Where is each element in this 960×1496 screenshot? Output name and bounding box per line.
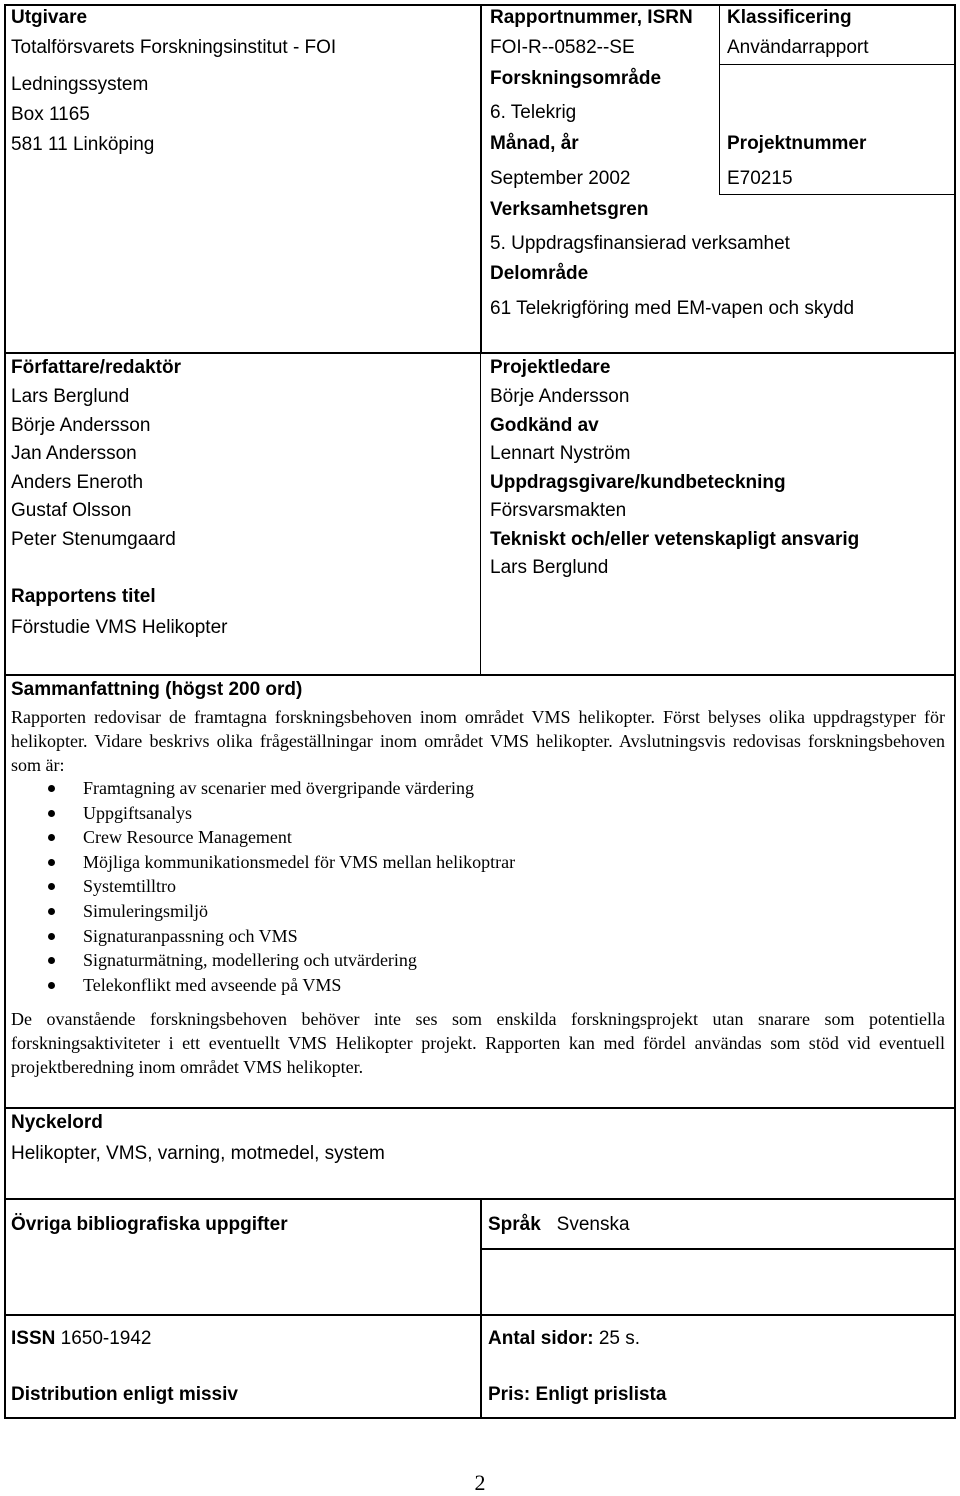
bullet-icon [48, 957, 55, 964]
report-title-value: Förstudie VMS Helikopter [11, 617, 228, 638]
classification-label: Klassificering [727, 7, 852, 28]
business-branch-label: Verksamhetsgren [490, 199, 649, 220]
author-name: Gustaf Olsson [11, 500, 132, 521]
technical-responsible-value: Lars Berglund [490, 557, 609, 578]
bullet-icon [48, 933, 55, 940]
bullet-icon [48, 810, 55, 817]
business-branch-value: 5. Uppdragsfinansierad verksamhet [490, 233, 790, 254]
border-v-biblio-mid [480, 1198, 482, 1419]
publisher-line: Ledningssystem [11, 74, 149, 95]
research-area-value: 6. Telekrig [490, 102, 577, 123]
bullet-icon [48, 834, 55, 841]
project-leader-label: Projektledare [490, 357, 611, 378]
keywords-label: Nyckelord [11, 1112, 103, 1133]
author-name: Jan Andersson [11, 443, 137, 464]
author-name: Anders Eneroth [11, 472, 144, 493]
list-item: Uppgiftsanalys [11, 801, 515, 826]
client-value: Försvarsmakten [490, 500, 627, 521]
price-label: Pris: Enligt prislista [488, 1384, 667, 1405]
report-title-label: Rapportens titel [11, 586, 156, 607]
border-v-authors-mid [480, 352, 481, 674]
issn-value: 1650-1942 [60, 1328, 152, 1349]
list-item: Crew Resource Management [11, 825, 515, 850]
pages-field [488, 1328, 640, 1350]
publisher-line: 581 11 Linköping [11, 134, 155, 155]
border-v-top-right [719, 4, 720, 195]
distribution-label: Distribution enligt missiv [11, 1384, 238, 1405]
list-item: Telekonflikt med avseende på VMS [11, 973, 515, 998]
border-v-top-mid [480, 4, 482, 354]
language-value: Svenska [556, 1214, 630, 1235]
research-area-label: Forskningsområde [490, 68, 662, 89]
approved-by-value: Lennart Nyström [490, 443, 631, 464]
bullet-icon [48, 908, 55, 915]
bullet-icon [48, 883, 55, 890]
project-number-label: Projektnummer [727, 133, 867, 154]
summary-bullet-list [11, 776, 515, 997]
border-right [954, 4, 956, 1419]
sub-area-label: Delområde [490, 263, 589, 284]
summary-outro: De ovanstående forskningsbehoven behöver inte ses som enskilda forskningsprojekt utan snarare som potentiella forskningsaktiviteter i ett eventuellt VMS Helikopter projekt. Rapporten kan med fördel användas som stöd vid eventuell projektberedning inom området VMS helikopter. [11, 1009, 945, 1077]
border-h-class [719, 64, 956, 65]
language-field [488, 1214, 630, 1236]
list-item: Signaturanpassning och VMS [11, 924, 515, 949]
language-label: Språk [488, 1214, 541, 1235]
publisher-line: Totalförsvarets Forskningsinstitut - FOI [11, 37, 337, 58]
list-item: Simuleringsmiljö [11, 899, 515, 924]
sub-area-value: 61 Telekrigföring med EM-vapen och skydd [490, 298, 855, 319]
project-leader-value: Börje Andersson [490, 386, 630, 407]
border-h-keywords [4, 1107, 956, 1109]
border-h-project [719, 194, 956, 195]
author-name: Börje Andersson [11, 415, 151, 436]
report-number-label: Rapportnummer, ISRN [490, 7, 693, 28]
project-number-value: E70215 [727, 168, 793, 189]
issn-label: ISSN [11, 1328, 56, 1349]
list-item: Framtagning av scenarier med övergripande värdering [11, 776, 515, 801]
pages-label: Antal sidor: [488, 1328, 594, 1349]
month-year-value: September 2002 [490, 168, 631, 189]
keywords-value: Helikopter, VMS, varning, motmedel, system [11, 1143, 385, 1164]
publisher-line: Box 1165 [11, 104, 90, 125]
border-h-summary [4, 674, 956, 676]
summary-intro: Rapporten redovisar de framtagna forskningsbehoven inom området VMS helikopter. Först belyses olika uppdragstyper för helikopter. Vidare beskrivs olika frågeställningar inom området VMS helikopter. Avslutningsvis redovisas forskningsbehoven som är: [11, 707, 945, 775]
month-year-label: Månad, år [490, 133, 579, 154]
authors-label: Författare/redaktör [11, 357, 181, 378]
author-name: Peter Stenumgaard [11, 529, 176, 550]
classification-value: Användarrapport [727, 37, 869, 58]
bullet-icon [48, 785, 55, 792]
list-item: Signaturmätning, modellering och utvärdering [11, 948, 515, 973]
issn-field [11, 1328, 152, 1350]
client-label: Uppdragsgivare/kundbeteckning [490, 472, 786, 493]
bullet-icon [48, 982, 55, 989]
border-h-biblio-left [4, 1314, 480, 1316]
list-item: Systemtilltro [11, 874, 515, 899]
other-bibliographic-label: Övriga bibliografiska uppgifter [11, 1214, 288, 1235]
summary-label: Sammanfattning (högst 200 ord) [11, 679, 303, 700]
pages-value: 25 s. [598, 1328, 641, 1349]
publisher-label: Utgivare [11, 7, 88, 28]
author-name: Lars Berglund [11, 386, 130, 407]
border-left [4, 4, 6, 1419]
page-number: 2 [474, 1470, 486, 1495]
border-h-pages [480, 1314, 956, 1316]
technical-responsible-label: Tekniskt och/eller vetenskapligt ansvarig [490, 529, 860, 550]
report-number-value: FOI-R--0582--SE [490, 37, 635, 58]
border-h-language-bottom [480, 1248, 956, 1250]
bullet-icon [48, 859, 55, 866]
list-item: Möjliga kommunikationsmedel för VMS mellan helikoptrar [11, 850, 515, 875]
approved-by-label: Godkänd av [490, 415, 599, 436]
